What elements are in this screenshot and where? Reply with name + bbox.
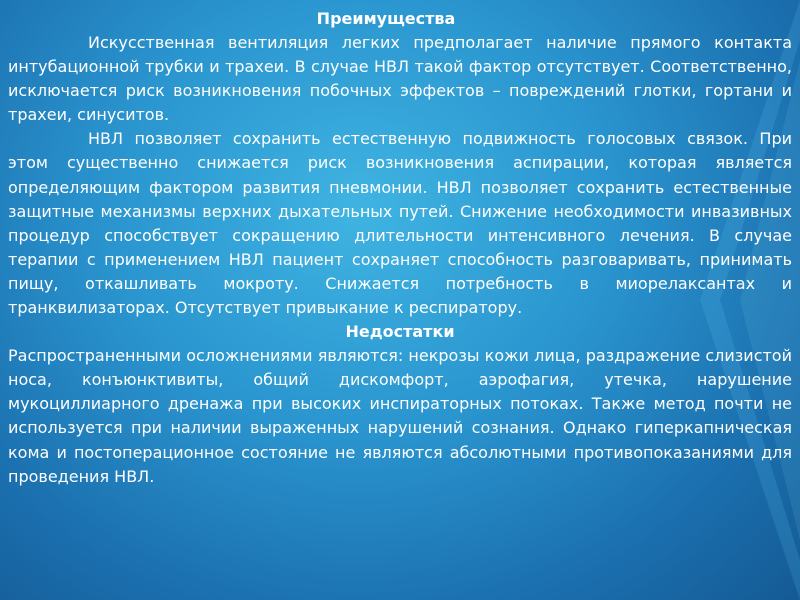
slide-content [8,7,792,489]
advantages-paragraph-2: НВЛ позволяет сохранить естественную подвижность голосовых связок. При этом существенно снижается риск возникновения аспирации, которая является определяющим фактором развития пневмонии. НВЛ позволяет сохранить естественные защитные механизмы верхних дыхательных путей. Снижение необходимости инвазивных процедур способствует сокращению длительности интенсивного лечения. В случае терапии с применением НВЛ пациент сохраняет способность разговаривать, принимать пищу, откашливать мокроту. Снижается потребность в миорелаксантах и транквилизаторах. Отсутствует привыкание к респиратору. [8,129,792,318]
advantages-paragraph-1: Искусственная вентиляция легких предполагает наличие прямого контакта интубационной трубки и трахеи. В случае НВЛ такой фактор отсутствует. Соответственно, исключается риск возникновения побочных эффектов – повреждений глотки, гортани и трахеи, синуситов. [8,33,792,125]
advantages-heading: Преимущества [316,9,456,28]
disadvantages-heading: Недостатки [345,322,455,342]
disadvantages-paragraph: Распространенными осложнениями являются: некрозы кожи лица, раздражение слизистой носа, конъюнктивиты, общий дискомфорт, аэрофагия, утечка, нарушение мукоциллиарного дренажа при высоких инспираторных потоках. Также метод почти не используется при наличии выраженных нарушений сознания. Однако гиперкапническая кома и постоперационное состояние не являются абсолютными противопоказаниями для проведения НВЛ. [8,346,792,486]
